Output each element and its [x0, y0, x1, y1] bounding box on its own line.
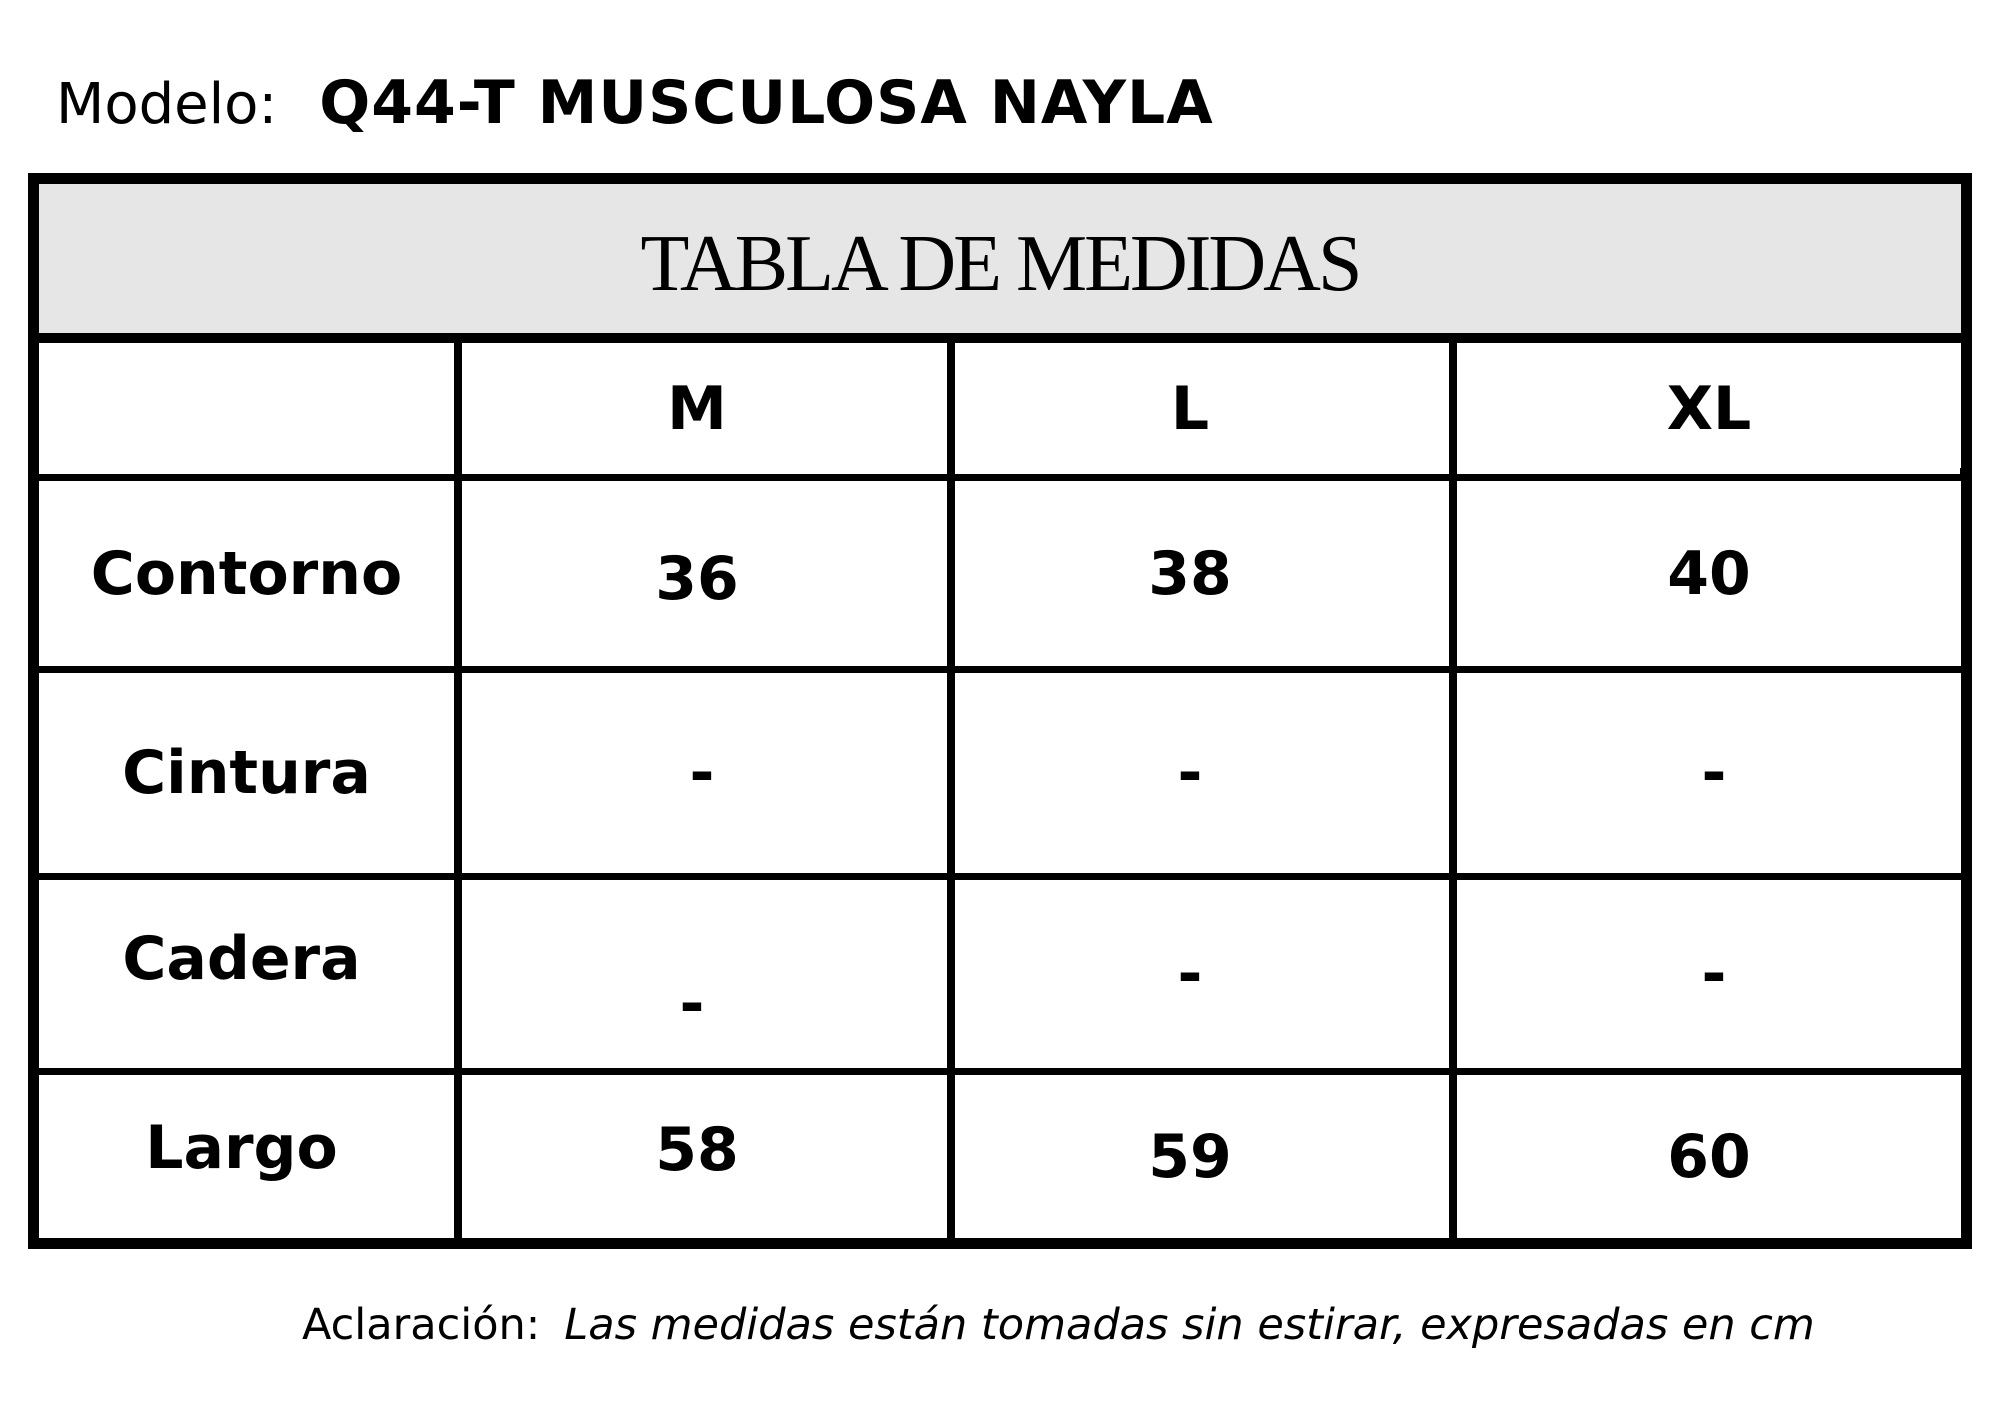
value-contorno-l: 38: [1148, 538, 1232, 609]
size-table: [28, 173, 2000, 1249]
value-cadera-l: -: [1177, 939, 1203, 1009]
value-largo-l: 59: [1148, 1121, 1232, 1192]
value-cintura-l: -: [1177, 738, 1203, 808]
size-header-m: M: [667, 373, 727, 444]
value-contorno-xl: 40: [1667, 538, 1751, 609]
row-label-cintura: Cintura: [122, 738, 371, 808]
value-cintura-xl: -: [1701, 738, 1727, 808]
footnote-text: Las medidas están tomadas sin estirar, expresadas en cm: [564, 1300, 1815, 1350]
footnote-label: Aclaración:: [302, 1300, 541, 1350]
value-cintura-m: -: [689, 738, 715, 808]
model-label: Modelo:: [56, 72, 278, 137]
column-divider: [1449, 343, 1457, 1238]
size-header-xl: XL: [1666, 373, 1752, 444]
value-cadera-m: -: [679, 969, 705, 1039]
row-label-contorno: Contorno: [90, 538, 403, 609]
table-title: TABLA DE MEDIDAS: [640, 219, 1360, 308]
row-divider: [39, 666, 1961, 673]
row-label-largo: Largo: [145, 1112, 338, 1183]
stray-line-mark: [1960, 468, 1972, 475]
table-border: [28, 173, 1972, 1249]
table-title-band: [39, 184, 1961, 343]
value-contorno-m: 36: [655, 543, 739, 614]
row-divider: [39, 873, 1961, 880]
value-cadera-xl: -: [1701, 939, 1727, 1009]
model-name: Q44-T MUSCULOSA NAYLA: [319, 68, 1214, 138]
column-divider: [947, 343, 955, 1238]
size-header-l: L: [1170, 373, 1210, 444]
column-divider: [454, 343, 462, 1238]
value-largo-m: 58: [655, 1115, 739, 1185]
footnote: [302, 1300, 1815, 1360]
value-largo-xl: 60: [1667, 1121, 1751, 1192]
model-header: [56, 68, 1214, 148]
row-divider: [39, 1068, 1961, 1075]
row-label-cadera: Cadera: [122, 924, 361, 994]
row-divider: [39, 474, 1961, 481]
